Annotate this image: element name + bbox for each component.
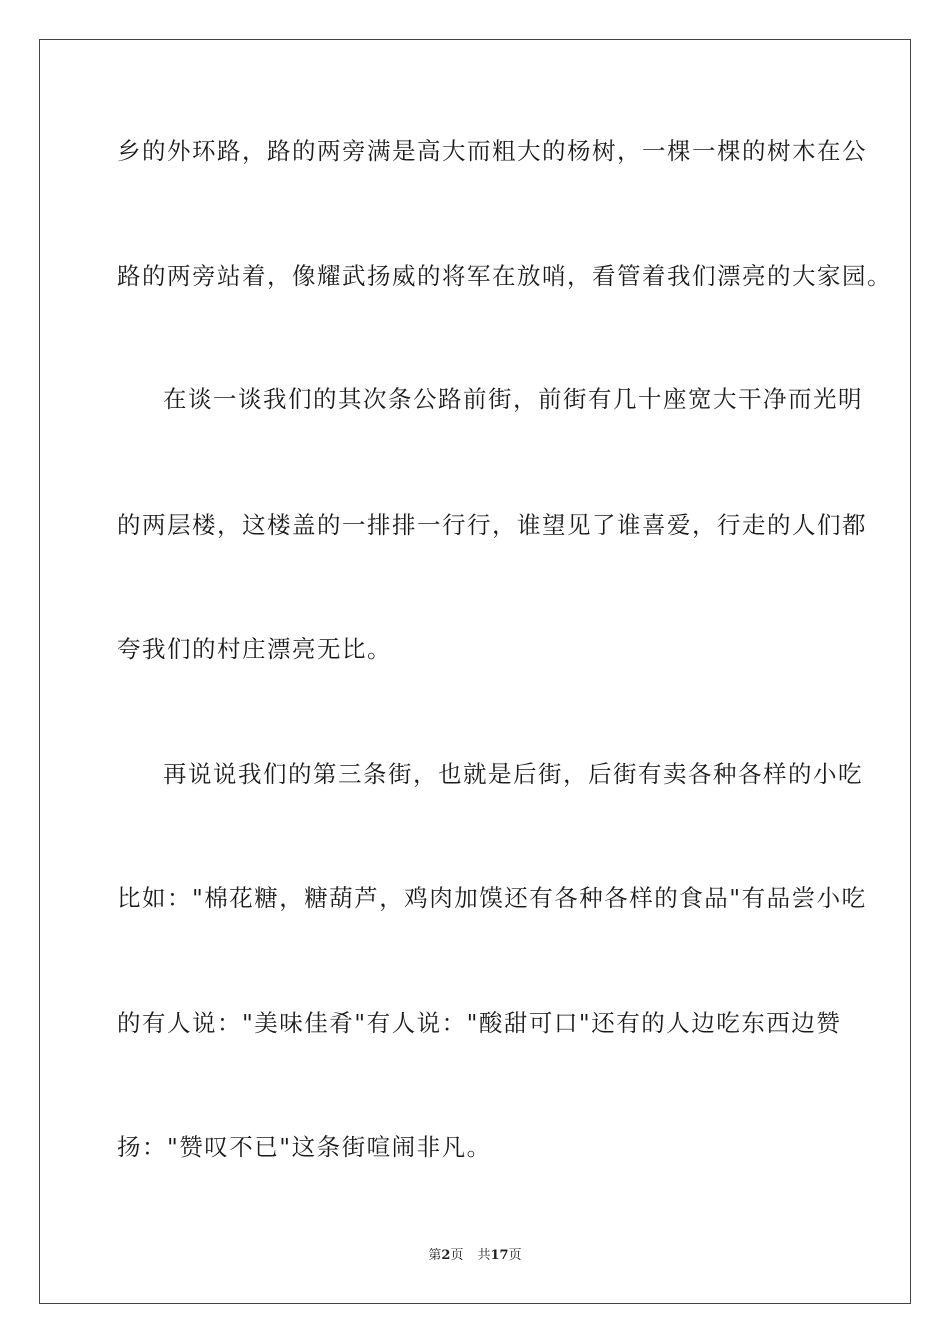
paragraph-start-line: 再说说我们的第三条街，也就是后街，后街有卖各种各样的小吃 <box>163 760 863 788</box>
page-suffix: 页 <box>450 1248 464 1263</box>
total-suffix: 页 <box>508 1248 522 1263</box>
text-line: 的两层楼，这楼盖的一排排一行行，谁望见了谁喜爱，行走的人们都 <box>117 511 867 539</box>
page-footer <box>0 1247 950 1265</box>
text-line: 路的两旁站着，像耀武扬威的将军在放哨，看管着我们漂亮的大家园。 <box>117 262 892 290</box>
text-line: 乡的外环路，路的两旁满是高大而粗大的杨树，一棵一棵的树木在公 <box>117 137 867 165</box>
page-number: 2 <box>441 1248 451 1263</box>
page-border <box>39 39 911 1304</box>
total-pages: 17 <box>490 1248 509 1263</box>
page-prefix: 第 <box>428 1248 442 1263</box>
text-line: 扬："赞叹不已"这条街喧闹非凡。 <box>117 1133 492 1161</box>
paragraph-start-line: 在谈一谈我们的其次条公路前街，前街有几十座宽大干净而光明 <box>163 385 863 413</box>
total-prefix: 共 <box>477 1248 491 1263</box>
text-line: 夸我们的村庄漂亮无比。 <box>117 635 392 663</box>
text-line: 比如："棉花糖，糖葫芦，鸡肉加馍还有各种各样的食品"有品尝小吃 <box>117 884 867 912</box>
text-line: 的有人说："美味佳肴"有人说："酸甜可口"还有的人边吃东西边赞 <box>117 1009 842 1037</box>
